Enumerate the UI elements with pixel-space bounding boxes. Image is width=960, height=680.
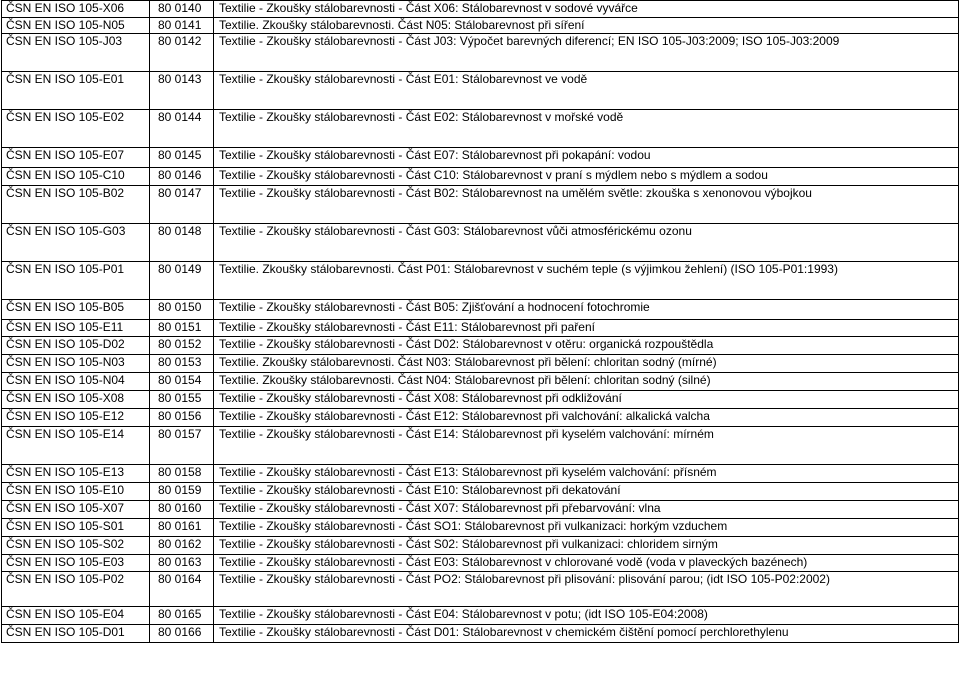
standard-title-cell: Textilie - Zkoušky stálobarevnosti - Část E14: Stálobarevnost při kyselém valchování: mírném (214, 427, 959, 465)
classification-number-cell: 80 0148 (150, 224, 214, 262)
standard-title-cell: Textilie - Zkoušky stálobarevnosti - Část D02: Stálobarevnost v otěru: organická rozpouštědla (214, 337, 959, 355)
classification-number-cell: 80 0147 (150, 186, 214, 224)
classification-number-cell: 80 0161 (150, 519, 214, 537)
standard-title-cell: Textilie - Zkoušky stálobarevnosti - Část E10: Stálobarevnost při dekatování (214, 483, 959, 501)
standard-title-cell: Textilie - Zkoušky stálobarevnosti - Část C10: Stálobarevnost v praní s mýdlem nebo s mýdlem a sodou (214, 168, 959, 186)
table-row (2, 572, 959, 607)
table-row (2, 483, 959, 501)
standard-title-cell: Textilie - Zkoušky stálobarevnosti - Část B05: Zjišťování a hodnocení fotochromie (214, 300, 959, 320)
table-row (2, 300, 959, 320)
standard-title-cell: Textilie - Zkoušky stálobarevnosti - Část S02: Stálobarevnost při vulkanizaci: chloridem sirným (214, 537, 959, 555)
classification-number-cell: 80 0140 (150, 1, 214, 18)
standard-title-cell: Textilie. Zkoušky stálobarevnosti. Část N04: Stálobarevnost při bělení: chloritan sodný (silné) (214, 373, 959, 391)
standard-code-cell: ČSN EN ISO 105-X08 (2, 391, 150, 409)
table-row (2, 501, 959, 519)
standard-title-cell: Textilie. Zkoušky stálobarevnosti. Část N05: Stálobarevnost při síření (214, 18, 959, 34)
standard-title-cell: Textilie - Zkoušky stálobarevnosti - Část E11: Stálobarevnost při paření (214, 320, 959, 337)
standard-code-cell: ČSN EN ISO 105-S02 (2, 537, 150, 555)
classification-number-cell: 80 0150 (150, 300, 214, 320)
standard-title-cell: Textilie - Zkoušky stálobarevnosti - Část E03: Stálobarevnost v chlorované vodě (voda v plaveckých bazénech) (214, 555, 959, 572)
classification-number-cell: 80 0152 (150, 337, 214, 355)
standard-code-cell: ČSN EN ISO 105-X06 (2, 1, 150, 18)
standard-code-cell: ČSN EN ISO 105-B05 (2, 300, 150, 320)
table-row (2, 262, 959, 300)
standard-title-cell: Textilie - Zkoušky stálobarevnosti - Část X06: Stálobarevnost v sodové vyvářce (214, 1, 959, 18)
classification-number-cell: 80 0151 (150, 320, 214, 337)
classification-number-cell: 80 0141 (150, 18, 214, 34)
standard-code-cell: ČSN EN ISO 105-N04 (2, 373, 150, 391)
classification-number-cell: 80 0160 (150, 501, 214, 519)
classification-number-cell: 80 0159 (150, 483, 214, 501)
standard-title-cell: Textilie - Zkoušky stálobarevnosti - Část PO2: Stálobarevnost při plisování: plisování parou; (idt ISO 105-P02:2002) (214, 572, 959, 607)
table-row (2, 1, 959, 18)
classification-number-cell: 80 0165 (150, 607, 214, 625)
standard-code-cell: ČSN EN ISO 105-E02 (2, 110, 150, 148)
table-row (2, 607, 959, 625)
table-row (2, 186, 959, 224)
table-row (2, 427, 959, 465)
standard-title-cell: Textilie - Zkoušky stálobarevnosti - Část E02: Stálobarevnost v mořské vodě (214, 110, 959, 148)
standard-code-cell: ČSN EN ISO 105-P01 (2, 262, 150, 300)
table-row (2, 34, 959, 72)
table-row (2, 320, 959, 337)
table-row (2, 519, 959, 537)
table-row (2, 18, 959, 34)
standard-code-cell: ČSN EN ISO 105-B02 (2, 186, 150, 224)
standard-code-cell: ČSN EN ISO 105-E01 (2, 72, 150, 110)
standard-code-cell: ČSN EN ISO 105-E03 (2, 555, 150, 572)
classification-number-cell: 80 0155 (150, 391, 214, 409)
standard-title-cell: Textilie - Zkoušky stálobarevnosti - Část E07: Stálobarevnost při pokapání: vodou (214, 148, 959, 168)
table-row (2, 224, 959, 262)
standard-code-cell: ČSN EN ISO 105-P02 (2, 572, 150, 607)
standard-title-cell: Textilie - Zkoušky stálobarevnosti - Část E12: Stálobarevnost při valchování: alkalická valcha (214, 409, 959, 427)
standards-table (1, 0, 959, 643)
standard-code-cell: ČSN EN ISO 105-S01 (2, 519, 150, 537)
classification-number-cell: 80 0154 (150, 373, 214, 391)
table-row (2, 355, 959, 373)
standard-code-cell: ČSN EN ISO 105-D01 (2, 625, 150, 643)
table-row (2, 337, 959, 355)
standards-table-body (2, 1, 959, 643)
standard-title-cell: Textilie - Zkoušky stálobarevnosti - Část X07: Stálobarevnost při přebarvování: vlna (214, 501, 959, 519)
classification-number-cell: 80 0158 (150, 465, 214, 483)
classification-number-cell: 80 0149 (150, 262, 214, 300)
table-row (2, 465, 959, 483)
table-row (2, 373, 959, 391)
standard-title-cell: Textilie - Zkoušky stálobarevnosti - Část G03: Stálobarevnost vůči atmosférickému ozonu (214, 224, 959, 262)
standard-code-cell: ČSN EN ISO 105-E07 (2, 148, 150, 168)
standard-code-cell: ČSN EN ISO 105-E14 (2, 427, 150, 465)
standard-code-cell: ČSN EN ISO 105-N03 (2, 355, 150, 373)
classification-number-cell: 80 0157 (150, 427, 214, 465)
classification-number-cell: 80 0156 (150, 409, 214, 427)
standard-title-cell: Textilie - Zkoušky stálobarevnosti - Část SO1: Stálobarevnost při vulkanizaci: horkým vzduchem (214, 519, 959, 537)
standard-title-cell: Textilie - Zkoušky stálobarevnosti - Část E04: Stálobarevnost v potu; (idt ISO 105-E04:2008) (214, 607, 959, 625)
table-row (2, 625, 959, 643)
standard-code-cell: ČSN EN ISO 105-E04 (2, 607, 150, 625)
standard-title-cell: Textilie - Zkoušky stálobarevnosti - Část B02: Stálobarevnost na umělém světle: zkouška s xenonovou výbojkou (214, 186, 959, 224)
standard-title-cell: Textilie - Zkoušky stálobarevnosti - Část X08: Stálobarevnost při odkližování (214, 391, 959, 409)
classification-number-cell: 80 0164 (150, 572, 214, 607)
standard-title-cell: Textilie. Zkoušky stálobarevnosti. Část P01: Stálobarevnost v suchém teple (s výjimkou žehlení) (ISO 105-P01:1993) (214, 262, 959, 300)
standard-code-cell: ČSN EN ISO 105-E10 (2, 483, 150, 501)
table-row (2, 110, 959, 148)
standard-code-cell: ČSN EN ISO 105-J03 (2, 34, 150, 72)
standard-code-cell: ČSN EN ISO 105-X07 (2, 501, 150, 519)
classification-number-cell: 80 0144 (150, 110, 214, 148)
table-row (2, 537, 959, 555)
standard-code-cell: ČSN EN ISO 105-E12 (2, 409, 150, 427)
standard-code-cell: ČSN EN ISO 105-D02 (2, 337, 150, 355)
standard-code-cell: ČSN EN ISO 105-N05 (2, 18, 150, 34)
table-row (2, 391, 959, 409)
table-row (2, 409, 959, 427)
classification-number-cell: 80 0142 (150, 34, 214, 72)
standard-code-cell: ČSN EN ISO 105-G03 (2, 224, 150, 262)
classification-number-cell: 80 0166 (150, 625, 214, 643)
standard-code-cell: ČSN EN ISO 105-C10 (2, 168, 150, 186)
table-row (2, 148, 959, 168)
standard-title-cell: Textilie - Zkoušky stálobarevnosti - Část D01: Stálobarevnost v chemickém čištění pomocí perchlorethylenu (214, 625, 959, 643)
standard-title-cell: Textilie - Zkoušky stálobarevnosti - Část E13: Stálobarevnost při kyselém valchování: přísném (214, 465, 959, 483)
table-row (2, 72, 959, 110)
table-row (2, 168, 959, 186)
standard-code-cell: ČSN EN ISO 105-E11 (2, 320, 150, 337)
table-row (2, 555, 959, 572)
standard-title-cell: Textilie - Zkoušky stálobarevnosti - Část E01: Stálobarevnost ve vodě (214, 72, 959, 110)
classification-number-cell: 80 0143 (150, 72, 214, 110)
classification-number-cell: 80 0153 (150, 355, 214, 373)
classification-number-cell: 80 0146 (150, 168, 214, 186)
standard-code-cell: ČSN EN ISO 105-E13 (2, 465, 150, 483)
standard-title-cell: Textilie. Zkoušky stálobarevnosti. Část N03: Stálobarevnost při bělení: chloritan sodný (mírné) (214, 355, 959, 373)
classification-number-cell: 80 0145 (150, 148, 214, 168)
classification-number-cell: 80 0162 (150, 537, 214, 555)
classification-number-cell: 80 0163 (150, 555, 214, 572)
standard-title-cell: Textilie - Zkoušky stálobarevnosti - Část J03: Výpočet barevných diferencí; EN ISO 105-J03:2009; ISO 105-J03:2009 (214, 34, 959, 72)
